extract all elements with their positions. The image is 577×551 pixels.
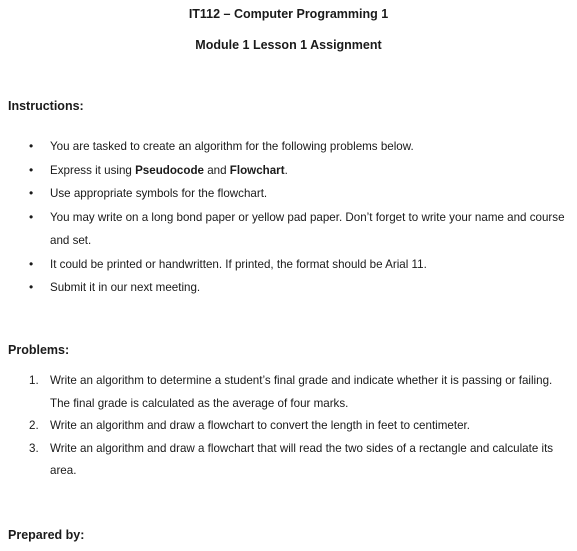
- instruction-item: [0, 135, 577, 159]
- instruction-text-after: .: [284, 163, 288, 177]
- problem-number: 3.: [29, 441, 39, 455]
- instruction-text: It could be printed or handwritten. If printed, the format should be Arial 11.: [50, 257, 427, 271]
- problem-item: [0, 438, 577, 483]
- problems-heading: Problems:: [8, 343, 70, 357]
- problem-item: [0, 415, 577, 438]
- pseudocode-emphasis: Pseudocode: [135, 163, 204, 177]
- assignment-title: Module 1 Lesson 1 Assignment: [195, 38, 382, 52]
- problem-number: 1.: [29, 374, 39, 387]
- problem-number: 2.: [29, 419, 39, 432]
- instruction-item: [0, 206, 577, 253]
- instruction-item: [0, 182, 577, 206]
- problem-item: [0, 370, 577, 415]
- instruction-item: [0, 276, 577, 300]
- instructions-heading: Instructions:: [8, 99, 84, 113]
- instruction-item: [0, 253, 577, 277]
- instruction-text: You may write on a long bond paper or yellow pad paper. Don’t forget to write your name and course and set.: [50, 210, 565, 247]
- instruction-item: [0, 159, 577, 183]
- problem-text: Write an algorithm to determine a student’s final grade and indicate whether it is passing or failing. The final grade is calculated as the average of four marks.: [50, 374, 553, 410]
- course-title: IT112 – Computer Programming 1: [188, 7, 389, 21]
- flowchart-emphasis: Flowchart: [229, 163, 285, 177]
- problem-text: Write an algorithm and draw a flowchart that will read the two sides of a rectangle and calculate its area.: [50, 441, 554, 477]
- instructions-list: [0, 135, 577, 300]
- instruction-text-before: Express it using: [50, 163, 136, 177]
- problem-text: Write an algorithm and draw a flowchart to convert the length in feet to centimeter.: [50, 419, 470, 432]
- instruction-text: Submit it in our next meeting.: [50, 281, 201, 294]
- prepared-by-label: Prepared by:: [8, 528, 85, 542]
- instruction-text: Use appropriate symbols for the flowchart.: [50, 187, 268, 200]
- instruction-text: You are tasked to create an algorithm for the following problems below.: [50, 140, 414, 153]
- instruction-text-middle: and: [204, 163, 230, 177]
- problems-list: [0, 370, 577, 483]
